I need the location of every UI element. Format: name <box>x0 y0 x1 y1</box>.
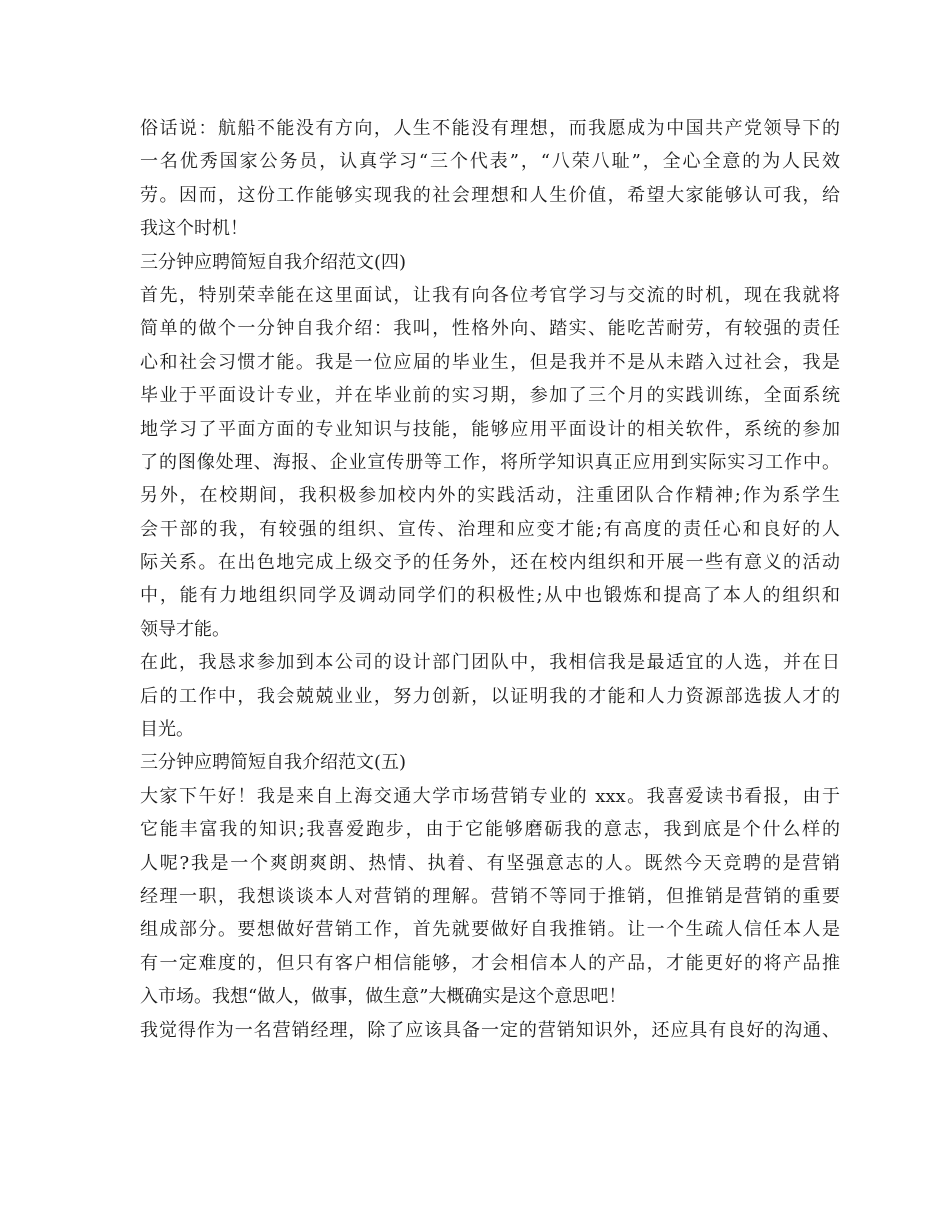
text-line: 组成部分。要想做好营销工作，首先就要做好自我推销。让一个生疏人信任本人是 <box>140 919 840 941</box>
text-line: 后的工作中，我会兢兢业业，努力创新，以证明我的才能和人力资源部选拔人才的 <box>140 685 840 707</box>
text-line: 我觉得作为一名营销经理，除了应该具备一定的营销知识外，还应具有良好的沟通、 <box>140 1019 840 1041</box>
text-line: 首先，特别荣幸能在这里面试，让我有向各位考官学习与交流的时机，现在我就将 <box>140 284 840 306</box>
text-line: 大家下午好！我是来自上海交通大学市场营销专业的 xxx。我喜爱读书看报，由于 <box>140 785 840 807</box>
text-line: 人呢?我是一个爽朗爽朗、热情、执着、有坚强意志的人。既然今天竞聘的是营销 <box>140 852 840 874</box>
text-line: 在此，我恳求参加到本公司的设计部门团队中，我相信我是最适宜的人选，并在日 <box>140 652 840 674</box>
text-line: 际关系。在出色地完成上级交予的任务外，还在校内组织和开展一些有意义的活动 <box>140 552 840 574</box>
text-line: 三分钟应聘简短自我介绍范文(五) <box>140 752 407 774</box>
text-line: 会干部的我，有较强的组织、宣传、治理和应变才能;有高度的责任心和良好的人 <box>140 518 840 540</box>
text-line: 了的图像处理、海报、企业宣传册等工作，将所学知识真正应用到实际实习工作中。 <box>140 451 840 473</box>
text-line: 另外，在校期间，我积极参加校内外的实践活动，注重团队合作精神;作为系学生 <box>140 485 840 507</box>
text-line: 中，能有力地组织同学及调动同学们的积极性;从中也锻炼和提高了本人的组织和 <box>140 585 840 607</box>
text-line: 劳。因而，这份工作能够实现我的社会理想和人生价值，希望大家能够认可我，给 <box>140 184 840 206</box>
text-line: 它能丰富我的知识;我喜爱跑步，由于它能够磨砺我的意志，我到底是个什么样的 <box>140 819 840 841</box>
text-line: 三分钟应聘简短自我介绍范文(四) <box>140 251 407 273</box>
text-line: 目光。 <box>140 719 194 741</box>
text-line: 毕业于平面设计专业，并在毕业前的实习期，参加了三个月的实践训练，全面系统 <box>140 385 840 407</box>
text-line: 我这个时机！ <box>140 218 248 240</box>
document-body <box>140 112 840 1047</box>
text-line: 简单的做个一分钟自我介绍：我叫，性格外向、踏实、能吃苦耐劳，有较强的责任 <box>140 318 840 340</box>
text-line: 一名优秀国家公务员，认真学习“三个代表”，“八荣八耻”，全心全意的为人民效 <box>140 151 840 173</box>
text-line: 有一定难度的，但只有客户相信能够，才会相信本人的产品，才能更好的将产品推 <box>140 952 840 974</box>
text-line: 俗话说：航船不能没有方向，人生不能没有理想，而我愿成为中国共产党领导下的 <box>140 118 840 139</box>
text-line: 入市场。我想“做人，做事，做生意”大概确实是这个意思吧！ <box>140 986 627 1008</box>
text-line: 经理一职，我想谈谈本人对营销的理解。营销不等同于推销，但推销是营销的重要 <box>140 885 840 907</box>
text-line: 领导才能。 <box>140 618 230 640</box>
text-line: 心和社会习惯才能。我是一位应届的毕业生，但是我并不是从未踏入过社会，我是 <box>140 351 840 373</box>
text-line: 地学习了平面方面的专业知识与技能，能够应用平面设计的相关软件，系统的参加 <box>140 418 840 440</box>
